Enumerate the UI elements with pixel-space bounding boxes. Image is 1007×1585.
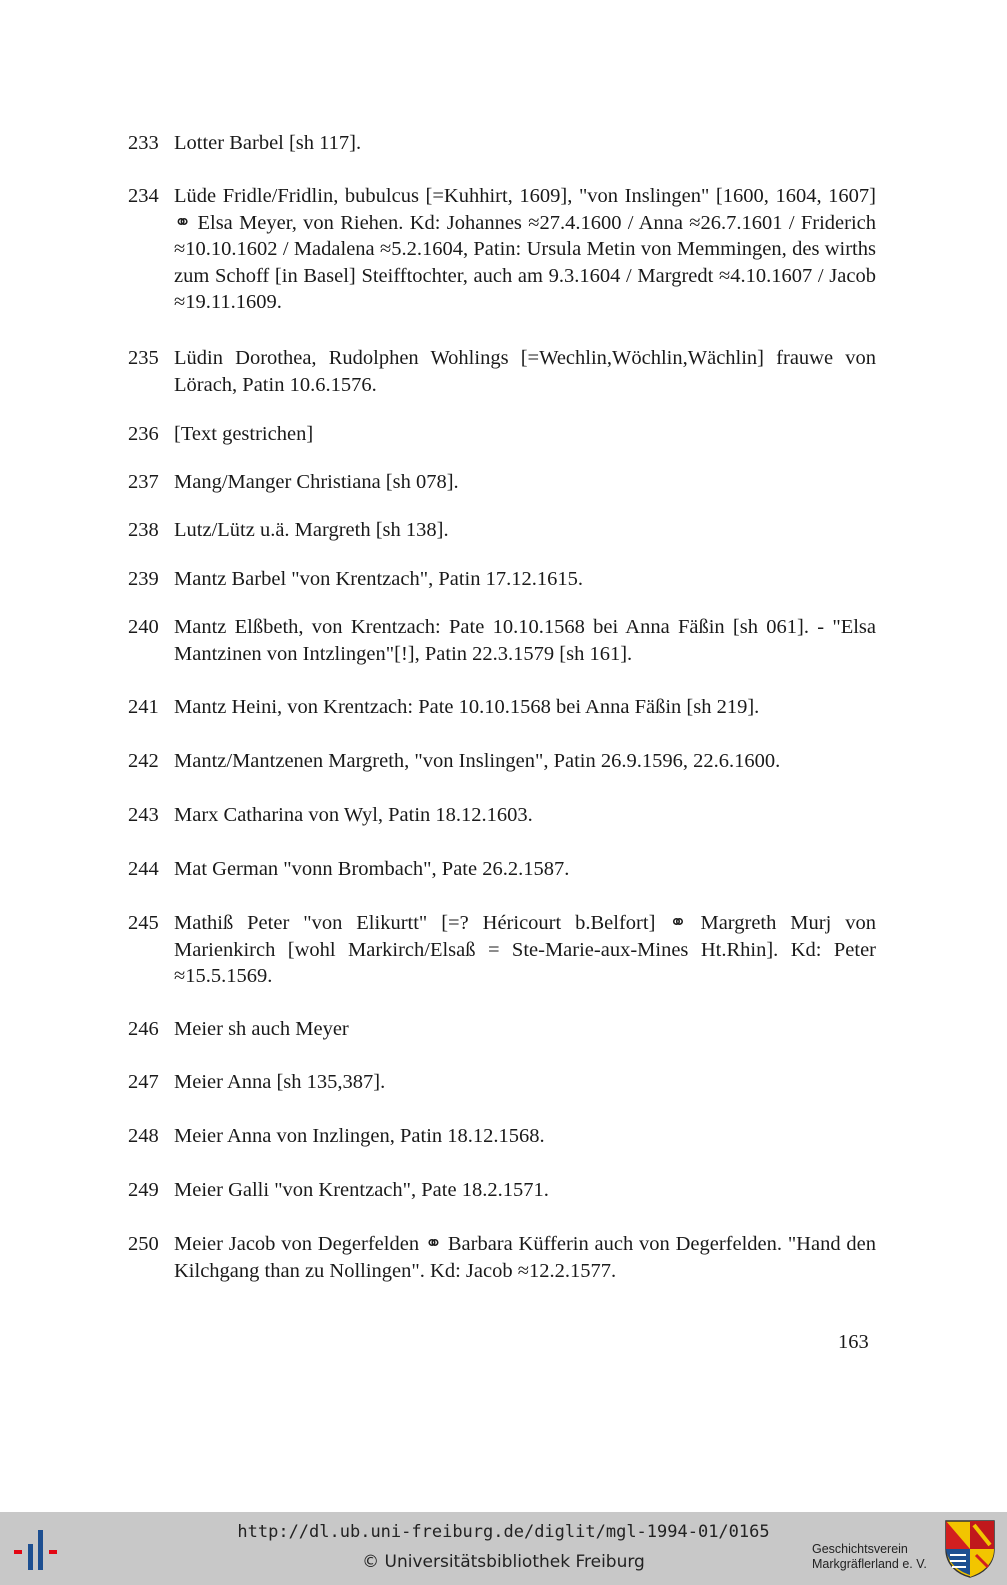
entry-239: [128, 566, 876, 593]
entry-number: 236: [128, 423, 159, 445]
entry-text: Lüdin Dorothea, Rudolphen Wohlings [=Wechlin,Wöchlin,Wächlin] frauwe von Lörach, Patin 10.6.1576.: [174, 347, 876, 396]
entry-number: 238: [128, 519, 159, 541]
entry-number: 240: [128, 616, 159, 638]
entry-number: 250: [128, 1233, 159, 1255]
entry-text: Meier Anna von Inzlingen, Patin 18.12.1568.: [174, 1125, 545, 1147]
page-number: 163: [838, 1331, 869, 1353]
entry-234: [128, 183, 876, 316]
footer-url-link[interactable]: http://dl.ub.uni-freiburg.de/diglit/mgl-1994-01/0165: [237, 1522, 770, 1542]
entry-text: Lotter Barbel [sh 117].: [174, 132, 362, 154]
entry-247: [128, 1069, 876, 1096]
entry-249: [128, 1177, 876, 1204]
entry-text: Marx Catharina von Wyl, Patin 18.12.1603.: [174, 804, 533, 826]
entry-243: [128, 802, 876, 829]
entry-text: Meier Anna [sh 135,387].: [174, 1071, 386, 1093]
entry-240: [128, 614, 876, 667]
entry-text: Lutz/Lütz u.ä. Margreth [sh 138].: [174, 519, 449, 541]
entry-235: [128, 345, 876, 398]
entry-text: Mat German "vonn Brombach", Pate 26.2.1587.: [174, 858, 570, 880]
footer-copyright: © Universitätsbibliothek Freiburg: [362, 1552, 645, 1572]
entry-242: [128, 748, 876, 775]
entry-245: [128, 910, 876, 990]
entry-number: 242: [128, 750, 159, 772]
entry-250: [128, 1231, 876, 1284]
entry-text: Meier Jacob von Degerfelden ⚭ Barbara Küfferin auch von Degerfelden. "Hand den Kilchgang than zu Nollingen". Kd: Jacob ≈12.2.1577.: [174, 1233, 876, 1282]
society-line-1: Geschichtsverein: [812, 1542, 908, 1556]
entry-number: 248: [128, 1125, 159, 1147]
entry-number: 247: [128, 1071, 159, 1093]
society-line-2: Markgräflerland e. V.: [812, 1557, 927, 1571]
entry-number: 235: [128, 347, 159, 369]
entry-text: Mang/Manger Christiana [sh 078].: [174, 471, 459, 493]
entry-number: 239: [128, 568, 159, 590]
footer-bar: [0, 1512, 1007, 1585]
entry-233: [128, 130, 876, 157]
entry-number: 233: [128, 132, 159, 154]
entry-text: Meier Galli "von Krentzach", Pate 18.2.1571.: [174, 1179, 549, 1201]
entry-text: Mathiß Peter "von Elikurtt" [=? Héricourt b.Belfort] ⚭ Margreth Murj von Marienkirch [wohl Markirch/Elsaß = Ste-Marie-aux-Mines Ht.Rhin]. Kd: Peter ≈15.5.1569.: [174, 912, 876, 987]
entry-number: 249: [128, 1179, 159, 1201]
entry-number: 243: [128, 804, 159, 826]
entry-238: [128, 517, 876, 544]
entry-text: Mantz/Mantzenen Margreth, "von Inslingen", Patin 26.9.1596, 22.6.1600.: [174, 750, 781, 772]
entry-246: [128, 1016, 876, 1043]
entry-248: [128, 1123, 876, 1150]
entry-number: 246: [128, 1018, 159, 1040]
entry-241: [128, 694, 876, 721]
entry-number: 245: [128, 912, 159, 934]
entry-text: Meier sh auch Meyer: [174, 1018, 349, 1040]
entry-number: 241: [128, 696, 159, 718]
entry-244: [128, 856, 876, 883]
society-name: [812, 1542, 927, 1572]
entry-text: Lüde Fridle/Fridlin, bubulcus [=Kuhhirt, 1609], "von Inslingen" [1600, 1604, 1607] ⚭ Elsa Meyer, von Riehen. Kd: Johannes ≈27.4.1600 / Anna ≈26.7.1601 / Friderich ≈10.10.1602 / Madalena ≈5.2.1604, Patin: Ursula Metin von Memmingen, des wirths zum Schoff [in Basel] Steifftochter, auch am 9.3.1604 / Margredt ≈4.10.1607 / Jacob ≈19.11.1609.: [174, 185, 876, 313]
entry-237: [128, 469, 876, 496]
coat-of-arms-icon[interactable]: [944, 1519, 996, 1579]
entry-number: 237: [128, 471, 159, 493]
entry-text: Mantz Elßbeth, von Krentzach: Pate 10.10.1568 bei Anna Fäßin [sh 061]. - "Elsa Mantzinen von Intzlingen"[!], Patin 22.3.1579 [sh 161].: [174, 616, 876, 665]
entry-text: Mantz Barbel "von Krentzach", Patin 17.12.1615.: [174, 568, 583, 590]
entry-text: Mantz Heini, von Krentzach: Pate 10.10.1568 bei Anna Fäßin [sh 219].: [174, 696, 760, 718]
entry-text: [Text gestrichen]: [174, 423, 314, 445]
entry-236: [128, 421, 876, 448]
entry-number: 244: [128, 858, 159, 880]
entry-number: 234: [128, 185, 159, 207]
